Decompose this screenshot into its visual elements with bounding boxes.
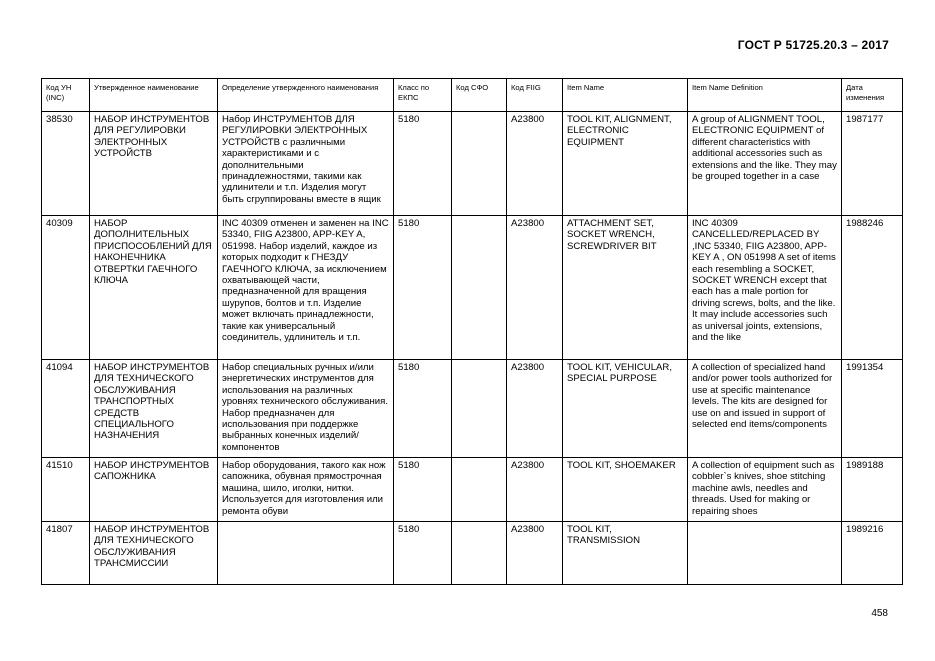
col-header-sfo: Код СФО	[452, 79, 507, 112]
cell-ekps: 5180	[394, 360, 452, 458]
cell-definition-ru	[218, 522, 394, 585]
table-row	[42, 522, 903, 585]
cell-item-name: TOOL KIT, SHOEMAKER	[563, 458, 688, 522]
cell-item-name: ATTACHMENT SET, SOCKET WRENCH, SCREWDRIVER BIT	[563, 216, 688, 360]
cell-item-name-definition: INC 40309 CANCELLED/REPLACED BY ,INC 53340, FIIG A23800, APP-KEY A , ON 051998 A set of items each resembling a SOCKET, SOCKET WRENCH except that each has a male portion for driving screws, bolts, and the like. It may include accessories such as universal joints, extensions, and the like	[688, 216, 842, 360]
cell-definition-ru: Набор специальных ручных и/или энергетических инструментов для использования на различных уровнях технического обслуживания. Набор предназначен для использования при поддержке выбранных конечных изделий/компонентов	[218, 360, 394, 458]
col-header-change-date: Дата изменения	[842, 79, 903, 112]
cell-sfo	[452, 458, 507, 522]
cell-ekps: 5180	[394, 216, 452, 360]
cell-fiig: A23800	[507, 112, 563, 216]
cell-name-ru: НАБОР ИНСТРУМЕНТОВ ДЛЯ РЕГУЛИРОВКИ ЭЛЕКТРОННЫХ УСТРОЙСТВ	[90, 112, 218, 216]
col-header-inc: Код УН (INC)	[42, 79, 90, 112]
cell-fiig: A23800	[507, 216, 563, 360]
cell-name-ru: НАБОР ИНСТРУМЕНТОВ ДЛЯ ТЕХНИЧЕСКОГО ОБСЛУЖИВАНИЯ ТРАНСПОРТНЫХ СРЕДСТВ СПЕЦИАЛЬНОГО НАЗНАЧЕНИЯ	[90, 360, 218, 458]
cell-ekps: 5180	[394, 522, 452, 585]
cell-sfo	[452, 360, 507, 458]
cell-name-ru: НАБОР ИНСТРУМЕНТОВ ДЛЯ ТЕХНИЧЕСКОГО ОБСЛУЖИВАНИЯ ТРАНСМИССИИ	[90, 522, 218, 585]
cell-sfo	[452, 216, 507, 360]
cell-inc: 41094	[42, 360, 90, 458]
cell-change-date: 1989188	[842, 458, 903, 522]
cell-inc: 41807	[42, 522, 90, 585]
catalog-table	[41, 78, 903, 585]
cell-change-date: 1991354	[842, 360, 903, 458]
col-header-fiig: Код FIIG	[507, 79, 563, 112]
cell-definition-ru: Набор ИНСТРУМЕНТОВ ДЛЯ РЕГУЛИРОВКИ ЭЛЕКТРОННЫХ УСТРОЙСТВ с различными характеристиками и с дополнительными принадлежностями, такими как удлинители и т.п. Изделия могут быть сгруппированы вместе в ящик	[218, 112, 394, 216]
cell-item-name: TOOL KIT, VEHICULAR, SPECIAL PURPOSE	[563, 360, 688, 458]
cell-fiig: A23800	[507, 458, 563, 522]
cell-name-ru: НАБОР ДОПОЛНИТЕЛЬНЫХ ПРИСПОСОБЛЕНИЙ ДЛЯ НАКОНЕЧНИКА ОТВЕРТКИ ГАЕЧНОГО КЛЮЧА	[90, 216, 218, 360]
col-header-definition-ru: Определение утвержденного наименования	[218, 79, 394, 112]
col-header-ekps: Класс по ЕКПС	[394, 79, 452, 112]
cell-name-ru: НАБОР ИНСТРУМЕНТОВ САПОЖНИКА	[90, 458, 218, 522]
col-header-item-name-definition: Item Name Definition	[688, 79, 842, 112]
cell-change-date: 1987177	[842, 112, 903, 216]
cell-sfo	[452, 112, 507, 216]
table-row	[42, 360, 903, 458]
col-header-name-ru: Утвержденное наименование	[90, 79, 218, 112]
cell-ekps: 5180	[394, 112, 452, 216]
table-row	[42, 112, 903, 216]
document-header: ГОСТ Р 51725.20.3 – 2017	[737, 38, 889, 52]
table-header-row	[42, 79, 903, 112]
table-row	[42, 216, 903, 360]
cell-definition-ru: INC 40309 отменен и заменен на INC 53340, FIIG A23800, APP-KEY A, 051998. Набор изделий, каждое из которых подходит к ГНЕЗДУ ГАЕЧНОГО КЛЮЧА, за исключением охватывающей части, предназначенной для вращения шурупов, болтов и т.п. Изделие может включать принадлежности, такие как универсальный соединитель, удлинитель и т.п.	[218, 216, 394, 360]
cell-definition-ru: Набор оборудования, такого как нож сапожника, обувная прямострочная машина, шило, иголки, нитки. Используется для изготовления или ремонта обуви	[218, 458, 394, 522]
cell-fiig: A23800	[507, 360, 563, 458]
cell-fiig: A23800	[507, 522, 563, 585]
table-row	[42, 458, 903, 522]
col-header-item-name: Item Name	[563, 79, 688, 112]
cell-inc: 38530	[42, 112, 90, 216]
cell-change-date: 1989216	[842, 522, 903, 585]
cell-inc: 41510	[42, 458, 90, 522]
cell-item-name: TOOL KIT, TRANSMISSION	[563, 522, 688, 585]
cell-item-name: TOOL KIT, ALIGNMENT, ELECTRONIC EQUIPMENT	[563, 112, 688, 216]
cell-item-name-definition: A collection of equipment such as cobbler`s knives, shoe stitching machine awls, needles and threads. Used for making or repairing shoes	[688, 458, 842, 522]
cell-item-name-definition: A collection of specialized hand and/or power tools authorized for use at specific maintenance levels. The kits are designed for use on and issued in support of selected end items/components	[688, 360, 842, 458]
cell-item-name-definition	[688, 522, 842, 585]
cell-item-name-definition: A group of ALIGNMENT TOOL, ELECTRONIC EQUIPMENT of different characteristics with additional accessories such as extensions and the like. They may be grouped together in a case	[688, 112, 842, 216]
cell-change-date: 1988246	[842, 216, 903, 360]
cell-inc: 40309	[42, 216, 90, 360]
cell-sfo	[452, 522, 507, 585]
page-number: 458	[871, 608, 888, 619]
cell-ekps: 5180	[394, 458, 452, 522]
